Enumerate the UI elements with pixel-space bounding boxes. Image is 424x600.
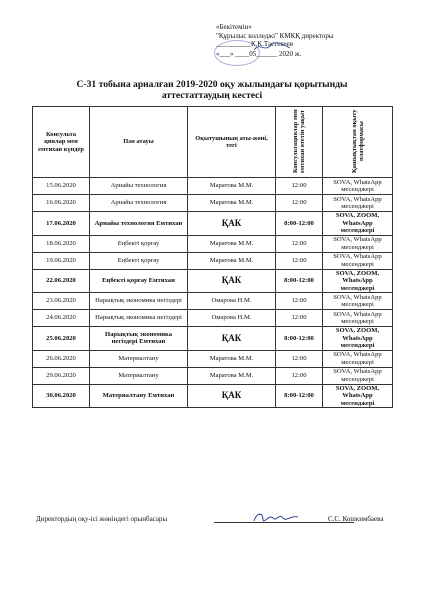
- cell-platform: SOVA, WhatsApp месенджері: [323, 235, 393, 252]
- cell-time: 12:00: [276, 367, 323, 384]
- cell-time: 12:00: [276, 178, 323, 195]
- table-row: [33, 327, 393, 351]
- cell-teacher: ҚАК: [188, 212, 276, 236]
- table-row: [33, 384, 393, 408]
- table-row: [33, 367, 393, 384]
- document-subtitle: аттестаттаудың кестесі: [161, 90, 263, 101]
- cell-teacher: ҚАК: [188, 327, 276, 351]
- cell-subject: Материалтану: [90, 350, 188, 367]
- stamp-seal: [214, 40, 260, 66]
- cell-subject: Еңбекті қорғау Емтихан: [90, 269, 188, 293]
- cell-subject: Арнайы технология Емтихан: [90, 212, 188, 236]
- header-teacher: Оқытушының аты-жөні, тегі: [188, 107, 276, 178]
- cell-subject: Материалтану: [90, 367, 188, 384]
- cell-teacher: ҚАК: [188, 384, 276, 408]
- cell-platform: SOVA, ZOOM, WhatsApp месенджері: [323, 384, 393, 408]
- table-row: [33, 195, 393, 212]
- cell-teacher: Омарова Н.М.: [188, 293, 276, 310]
- cell-date: 17.06.2020: [33, 212, 90, 236]
- footer-position: Директордың оқу-ісі жөніндегі орынбасары: [36, 515, 168, 523]
- approval-date: «___» ____05______ 2020 ж.: [216, 49, 302, 58]
- approval-line-3: __________К.К.Тастекеев: [216, 40, 294, 49]
- cell-time: 12:00: [276, 195, 323, 212]
- cell-date: 16.06.2020: [33, 195, 90, 212]
- cell-teacher: Маратова М.М.: [188, 235, 276, 252]
- schedule-table: [32, 106, 393, 408]
- table-row: [33, 178, 393, 195]
- cell-platform: SOVA, WhatsApp месенджері: [323, 367, 393, 384]
- cell-date: 24.06.2020: [33, 310, 90, 327]
- cell-time: 8:00-12:00: [276, 327, 323, 351]
- cell-time: 12:00: [276, 350, 323, 367]
- cell-date: 15.06.2020: [33, 178, 90, 195]
- cell-subject: Нарықтық экономика негіздері Емтихан: [90, 327, 188, 351]
- cell-date: 29.06.2020: [33, 367, 90, 384]
- cell-time: 12:00: [276, 293, 323, 310]
- cell-platform: SOVA, WhatsApp месенджері: [323, 195, 393, 212]
- table-row: [33, 310, 393, 327]
- footer-name: С.С. Кошкимбаева: [328, 515, 384, 523]
- cell-time: 8:00-12:00: [276, 212, 323, 236]
- cell-date: 23.06.2020: [33, 293, 90, 310]
- table-row: [33, 350, 393, 367]
- cell-date: 26.06.2020: [33, 350, 90, 367]
- cell-time: 8:00-12:00: [276, 384, 323, 408]
- cell-subject: Арнайы технология: [90, 178, 188, 195]
- cell-platform: SOVA, WhatsApp месенджері: [323, 293, 393, 310]
- cell-teacher: Маратова М.М.: [188, 350, 276, 367]
- table-row: [33, 235, 393, 252]
- table-row: [33, 269, 393, 293]
- cell-date: 22.06.2020: [33, 269, 90, 293]
- cell-platform: SOVA, ZOOM, WhatsApp месенджері: [323, 327, 393, 351]
- cell-date: 30.06.2020: [33, 384, 90, 408]
- cell-subject: Материалтану Емтихан: [90, 384, 188, 408]
- cell-platform: SOVA, WhatsApp месенджері: [323, 310, 393, 327]
- cell-platform: SOVA, WhatsApp месенджері: [323, 178, 393, 195]
- header-platform: Қашықтықтан оқыту платформасы: [323, 107, 393, 178]
- cell-teacher: Маратова М.М.: [188, 195, 276, 212]
- header-time: Консультациялар мен емтихан өтетін уақыт: [276, 107, 323, 178]
- cell-subject: Нарықтық экономика негіздері: [90, 293, 188, 310]
- cell-time: 12:00: [276, 310, 323, 327]
- cell-time: 12:00: [276, 235, 323, 252]
- cell-date: 18.06.2020: [33, 235, 90, 252]
- cell-subject: Еңбекті қорғау: [90, 252, 188, 269]
- cell-teacher: Маратова М.М.: [188, 367, 276, 384]
- table-row: [33, 252, 393, 269]
- cell-platform: SOVA, WhatsApp месенджері: [323, 350, 393, 367]
- cell-platform: SOVA, WhatsApp месенджері: [323, 252, 393, 269]
- cell-date: 25.06.2020: [33, 327, 90, 351]
- cell-teacher: Маратова М.М.: [188, 178, 276, 195]
- cell-subject: Нарықтық экономика негіздері: [90, 310, 188, 327]
- cell-platform: SOVA, ZOOM, WhatsApp месенджері: [323, 269, 393, 293]
- cell-platform: SOVA, ZOOM, WhatsApp месенджері: [323, 212, 393, 236]
- approval-line-2: "Құрылыс колледжі" КМКҚ директоры: [216, 31, 334, 40]
- table-header-row: [33, 107, 393, 178]
- cell-time: 12:00: [276, 252, 323, 269]
- table-row: [33, 293, 393, 310]
- deputy-signature: [251, 509, 301, 527]
- cell-time: 8:00-12:00: [276, 269, 323, 293]
- header-subject: Пән атауы: [90, 107, 188, 178]
- cell-subject: Еңбекті қорғау: [90, 235, 188, 252]
- cell-teacher: Маратова М.М.: [188, 252, 276, 269]
- header-date: Консульта циялар мен емтихан күндер: [33, 107, 90, 178]
- document-title: С-31 тобына арналған 2019-2020 оқу жылындағы қорытынды: [76, 79, 348, 90]
- cell-date: 19.06.2020: [33, 252, 90, 269]
- cell-teacher: ҚАК: [188, 269, 276, 293]
- cell-teacher: Омарова Н.М.: [188, 310, 276, 327]
- cell-subject: Арнайы технология: [90, 195, 188, 212]
- table-row: [33, 212, 393, 236]
- approval-line-1: «Бекітемін»: [216, 23, 252, 31]
